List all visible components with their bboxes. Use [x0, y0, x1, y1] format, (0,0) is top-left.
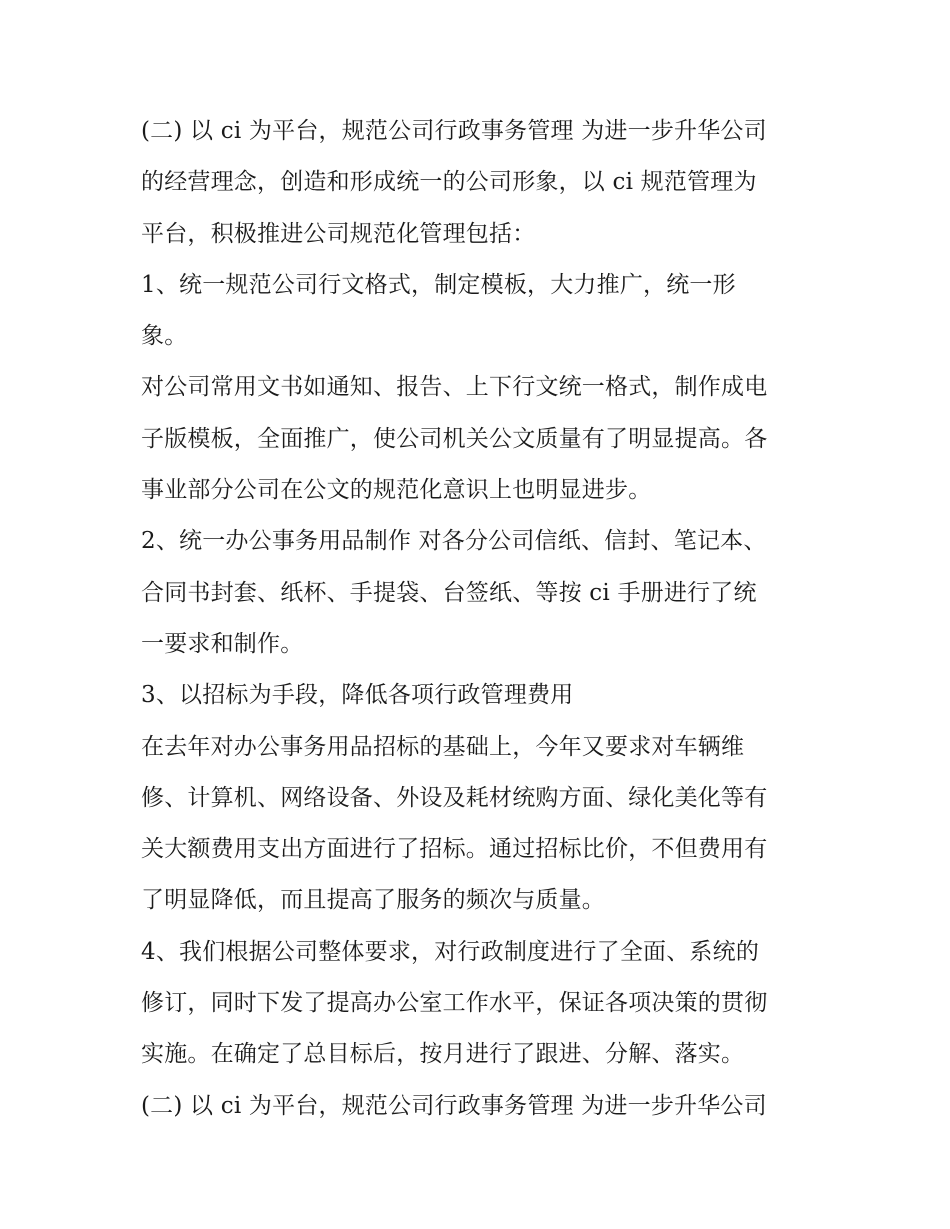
text-line: 平台，积极推进公司规范化管理包括：	[141, 220, 536, 247]
text-line: (二) 以 ci 为平台，规范公司行政事务管理 为进一步升华公司	[141, 118, 767, 144]
text-line: 合同书封套、纸杯、手提袋、台签纸、等按 ci 手册进行了统	[141, 579, 757, 606]
text-line: 关大额费用支出方面进行了招标。通过招标比价，不但费用有	[141, 836, 768, 863]
text-line: 象。	[141, 323, 188, 350]
text-line: 了明显降低，而且提高了服务的频次与质量。	[141, 887, 605, 914]
text-line: 4、我们根据公司整体要求，对行政制度进行了全面、系统的	[141, 938, 760, 965]
text-line: 的经营理念，创造和形成统一的公司形象，以 ci 规范管理为	[141, 169, 757, 196]
text-line: 子版模板，全面推广，使公司机关公文质量有了明显提高。各	[141, 425, 768, 452]
text-line: 在去年对办公事务用品招标的基础上，今年又要求对车辆维	[141, 733, 745, 760]
text-line: 修、计算机、网络设备、外设及耗材统购方面、绿化美化等有	[141, 784, 768, 811]
text-line: 一要求和制作。	[141, 630, 304, 657]
text-line: (二) 以 ci 为平台，规范公司行政事务管理 为进一步升华公司	[141, 1092, 767, 1119]
text-line: 事业部分公司在公文的规范化意识上也明显进步。	[141, 477, 652, 504]
text-line: 2、统一办公事务用品制作 对各分公司信纸、信封、笔记本、	[141, 528, 767, 555]
text-line: 3、以招标为手段，降低各项行政管理费用	[141, 682, 574, 709]
text-line: 对公司常用文书如通知、报告、上下行文统一格式，制作成电	[141, 374, 768, 401]
text-line: 修订，同时下发了提高办公室工作水平，保证各项决策的贯彻	[141, 990, 768, 1017]
text-line: 1、统一规范公司行文格式，制定模板，大力推广，统一形	[141, 271, 736, 298]
document-body	[141, 106, 821, 1132]
text-line: 实施。在确定了总目标后，按月进行了跟进、分解、落实。	[141, 1041, 745, 1068]
